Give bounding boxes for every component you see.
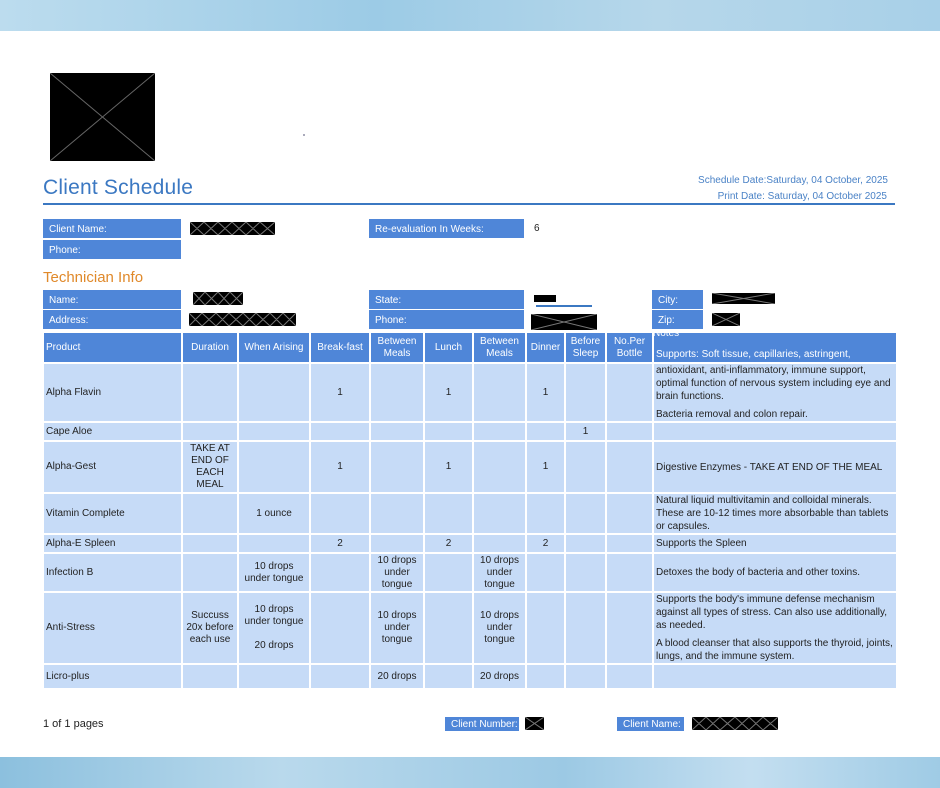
cell-between-1: 20 drops bbox=[370, 664, 424, 689]
technician-address-redacted bbox=[189, 313, 296, 326]
cell-product: Alpha Flavin bbox=[43, 363, 182, 422]
cell-product: Infection B bbox=[43, 553, 182, 592]
cell-lunch bbox=[424, 553, 473, 592]
logo-placeholder bbox=[50, 73, 155, 161]
header-per-bottle: No.Per Bottle bbox=[606, 332, 653, 363]
cell-between-2 bbox=[473, 493, 526, 534]
cell-when-arising: 10 drops under tongue bbox=[238, 553, 310, 592]
technician-city-label: City: bbox=[652, 290, 703, 309]
cell-dinner bbox=[526, 664, 565, 689]
cell-before-sleep bbox=[565, 534, 606, 553]
cell-product: Cape Aloe bbox=[43, 422, 182, 441]
cell-duration bbox=[182, 534, 238, 553]
background-sky-bottom bbox=[0, 757, 940, 788]
cell-between-2 bbox=[473, 363, 526, 422]
cell-per-bottle bbox=[606, 441, 653, 493]
cell-dinner: 1 bbox=[526, 441, 565, 493]
cell-product: Vitamin Complete bbox=[43, 493, 182, 534]
reevaluation-value: 6 bbox=[534, 223, 540, 234]
document-page bbox=[0, 31, 940, 757]
table-row bbox=[43, 441, 897, 493]
footer-client-number-redacted bbox=[525, 717, 544, 730]
cell-per-bottle bbox=[606, 592, 653, 664]
header-before-sleep: Before Sleep bbox=[565, 332, 606, 363]
cell-duration: TAKE AT END OF EACH MEAL bbox=[182, 441, 238, 493]
cell-lunch: 2 bbox=[424, 534, 473, 553]
cell-per-bottle bbox=[606, 664, 653, 689]
header-between-meals-2: Between Meals bbox=[473, 332, 526, 363]
cell-lunch bbox=[424, 493, 473, 534]
cell-duration: Succuss 20x before each use bbox=[182, 592, 238, 664]
table-row bbox=[43, 363, 897, 422]
technician-state-redacted bbox=[534, 295, 556, 302]
cell-notes: Detoxes the body of bacteria and other toxins. bbox=[653, 553, 897, 592]
cell-between-2: 20 drops bbox=[473, 664, 526, 689]
cell-notes bbox=[653, 422, 897, 441]
technician-zip-redacted bbox=[712, 313, 740, 326]
client-phone-label: Phone: bbox=[43, 240, 181, 259]
footer-client-number-label: Client Number: bbox=[445, 717, 519, 731]
cell-between-1 bbox=[370, 422, 424, 441]
cell-notes: Natural liquid multivitamin and colloidal minerals. These are 10-12 times more absorbable than tablets or capsules. bbox=[653, 493, 897, 534]
cell-dinner: 2 bbox=[526, 534, 565, 553]
cell-per-bottle bbox=[606, 534, 653, 553]
cell-lunch bbox=[424, 664, 473, 689]
notes-text-licro-plus: A blood cleanser that also supports the thyroid, joints, lungs, and the immune system. bbox=[656, 638, 893, 662]
cell-duration bbox=[182, 553, 238, 592]
print-date: Print Date: Saturday, 04 October 2025 bbox=[717, 191, 887, 202]
header-duration: Duration bbox=[182, 332, 238, 363]
image-placeholder-icon bbox=[50, 73, 155, 161]
cell-notes bbox=[653, 592, 897, 664]
technician-name-label: Name: bbox=[43, 290, 181, 309]
cell-breakfast: 1 bbox=[310, 441, 370, 493]
header-notes-cell bbox=[653, 332, 897, 363]
cell-when-arising bbox=[238, 441, 310, 493]
cell-notes: Supports the Spleen bbox=[653, 534, 897, 553]
cell-dinner bbox=[526, 493, 565, 534]
cell-dinner: 1 bbox=[526, 363, 565, 422]
cell-breakfast bbox=[310, 422, 370, 441]
table-row bbox=[43, 422, 897, 441]
cell-product: Anti-Stress bbox=[43, 592, 182, 664]
cell-when-arising bbox=[238, 664, 310, 689]
table-row bbox=[43, 534, 897, 553]
cell-per-bottle bbox=[606, 422, 653, 441]
technician-address-label: Address: bbox=[43, 310, 181, 329]
cell-product: Alpha-Gest bbox=[43, 441, 182, 493]
cell-before-sleep bbox=[565, 592, 606, 664]
technician-phone-label: Phone: bbox=[369, 310, 524, 329]
table-row bbox=[43, 553, 897, 592]
table-row bbox=[43, 664, 897, 689]
cell-breakfast bbox=[310, 664, 370, 689]
cell-per-bottle bbox=[606, 493, 653, 534]
cell-notes: Digestive Enzymes - TAKE AT END OF THE MEAL bbox=[653, 441, 897, 493]
cell-between-1: 10 drops under tongue bbox=[370, 592, 424, 664]
page-title: Client Schedule bbox=[43, 176, 194, 199]
header-when-arising: When Arising bbox=[238, 332, 310, 363]
cell-when-arising bbox=[238, 592, 310, 664]
cell-breakfast: 2 bbox=[310, 534, 370, 553]
cell-product: Alpha-E Spleen bbox=[43, 534, 182, 553]
when-arising-line-2: 20 drops bbox=[254, 640, 294, 651]
cell-between-2 bbox=[473, 422, 526, 441]
table-header-row bbox=[43, 332, 897, 363]
cell-dinner bbox=[526, 422, 565, 441]
cell-between-2 bbox=[473, 441, 526, 493]
cell-notes bbox=[653, 664, 897, 689]
cell-between-1 bbox=[370, 363, 424, 422]
technician-section-title: Technician Info bbox=[43, 269, 144, 286]
table-row bbox=[43, 493, 897, 534]
cell-before-sleep: 1 bbox=[565, 422, 606, 441]
cell-between-2: 10 drops under tongue bbox=[473, 553, 526, 592]
when-arising-line-1: 10 drops under tongue bbox=[244, 604, 304, 627]
cell-before-sleep bbox=[565, 664, 606, 689]
notes-text: Supports the body's immune defense mechanism against all types of stress. Can also use additionally, as needed. bbox=[656, 594, 888, 631]
cell-product: Licro-plus bbox=[43, 664, 182, 689]
cell-duration bbox=[182, 363, 238, 422]
cell-breakfast: 1 bbox=[310, 363, 370, 422]
schedule-date: Schedule Date:Saturday, 04 October, 2025 bbox=[698, 175, 888, 186]
reevaluation-label: Re-evaluation In Weeks: bbox=[369, 219, 524, 238]
page-count: 1 of 1 pages bbox=[43, 718, 104, 730]
cell-between-2 bbox=[473, 534, 526, 553]
header-breakfast: Break-fast bbox=[310, 332, 370, 363]
header-lunch: Lunch bbox=[424, 332, 473, 363]
cell-before-sleep bbox=[565, 441, 606, 493]
cell-lunch: 1 bbox=[424, 363, 473, 422]
cell-between-1: 10 drops under tongue bbox=[370, 553, 424, 592]
client-name-redacted bbox=[190, 222, 275, 235]
cell-dinner bbox=[526, 553, 565, 592]
header-between-meals-1: Between Meals bbox=[370, 332, 424, 363]
cell-lunch bbox=[424, 422, 473, 441]
cell-when-arising bbox=[238, 534, 310, 553]
cell-lunch: 1 bbox=[424, 441, 473, 493]
cell-when-arising bbox=[238, 422, 310, 441]
cell-lunch bbox=[424, 592, 473, 664]
state-underline bbox=[536, 305, 592, 307]
notes-text-cape-aloe: Bacteria removal and colon repair. bbox=[656, 409, 808, 420]
cell-breakfast bbox=[310, 493, 370, 534]
footer-client-name-label: Client Name: bbox=[617, 717, 684, 731]
cell-when-arising bbox=[238, 363, 310, 422]
technician-name-redacted bbox=[193, 292, 243, 305]
technician-city-redacted bbox=[712, 293, 775, 304]
cell-breakfast bbox=[310, 553, 370, 592]
cell-duration bbox=[182, 493, 238, 534]
cell-duration bbox=[182, 422, 238, 441]
cell-duration bbox=[182, 664, 238, 689]
cell-notes bbox=[653, 363, 897, 422]
table-row bbox=[43, 592, 897, 664]
technician-state-label: State: bbox=[369, 290, 524, 309]
cell-between-1 bbox=[370, 441, 424, 493]
cell-between-1 bbox=[370, 534, 424, 553]
technician-zip-label: Zip: bbox=[652, 310, 703, 329]
schedule-table bbox=[42, 331, 898, 690]
cell-before-sleep bbox=[565, 553, 606, 592]
decorative-dot bbox=[303, 134, 305, 136]
cell-when-arising: 1 ounce bbox=[238, 493, 310, 534]
notes-text: antioxidant, anti-inflammatory, immune support, optimal function of nervous system including eye and brain functions. bbox=[656, 365, 891, 402]
cell-between-1 bbox=[370, 493, 424, 534]
background-sky-top bbox=[0, 0, 940, 31]
notes-top-text: Supports: Soft tissue, capillaries, astringent, bbox=[656, 348, 851, 360]
cell-per-bottle bbox=[606, 363, 653, 422]
client-name-label: Client Name: bbox=[43, 219, 181, 238]
cell-dinner bbox=[526, 592, 565, 664]
cell-per-bottle bbox=[606, 553, 653, 592]
cell-before-sleep bbox=[565, 363, 606, 422]
footer-client-name-redacted bbox=[692, 717, 778, 730]
technician-phone-redacted bbox=[531, 314, 597, 330]
cell-between-2: 10 drops under tongue bbox=[473, 592, 526, 664]
notes-header-label: Notes bbox=[653, 328, 680, 339]
cell-before-sleep bbox=[565, 493, 606, 534]
header-dinner: Dinner bbox=[526, 332, 565, 363]
header-product: Product bbox=[43, 332, 182, 363]
cell-breakfast bbox=[310, 592, 370, 664]
title-divider bbox=[43, 203, 895, 205]
